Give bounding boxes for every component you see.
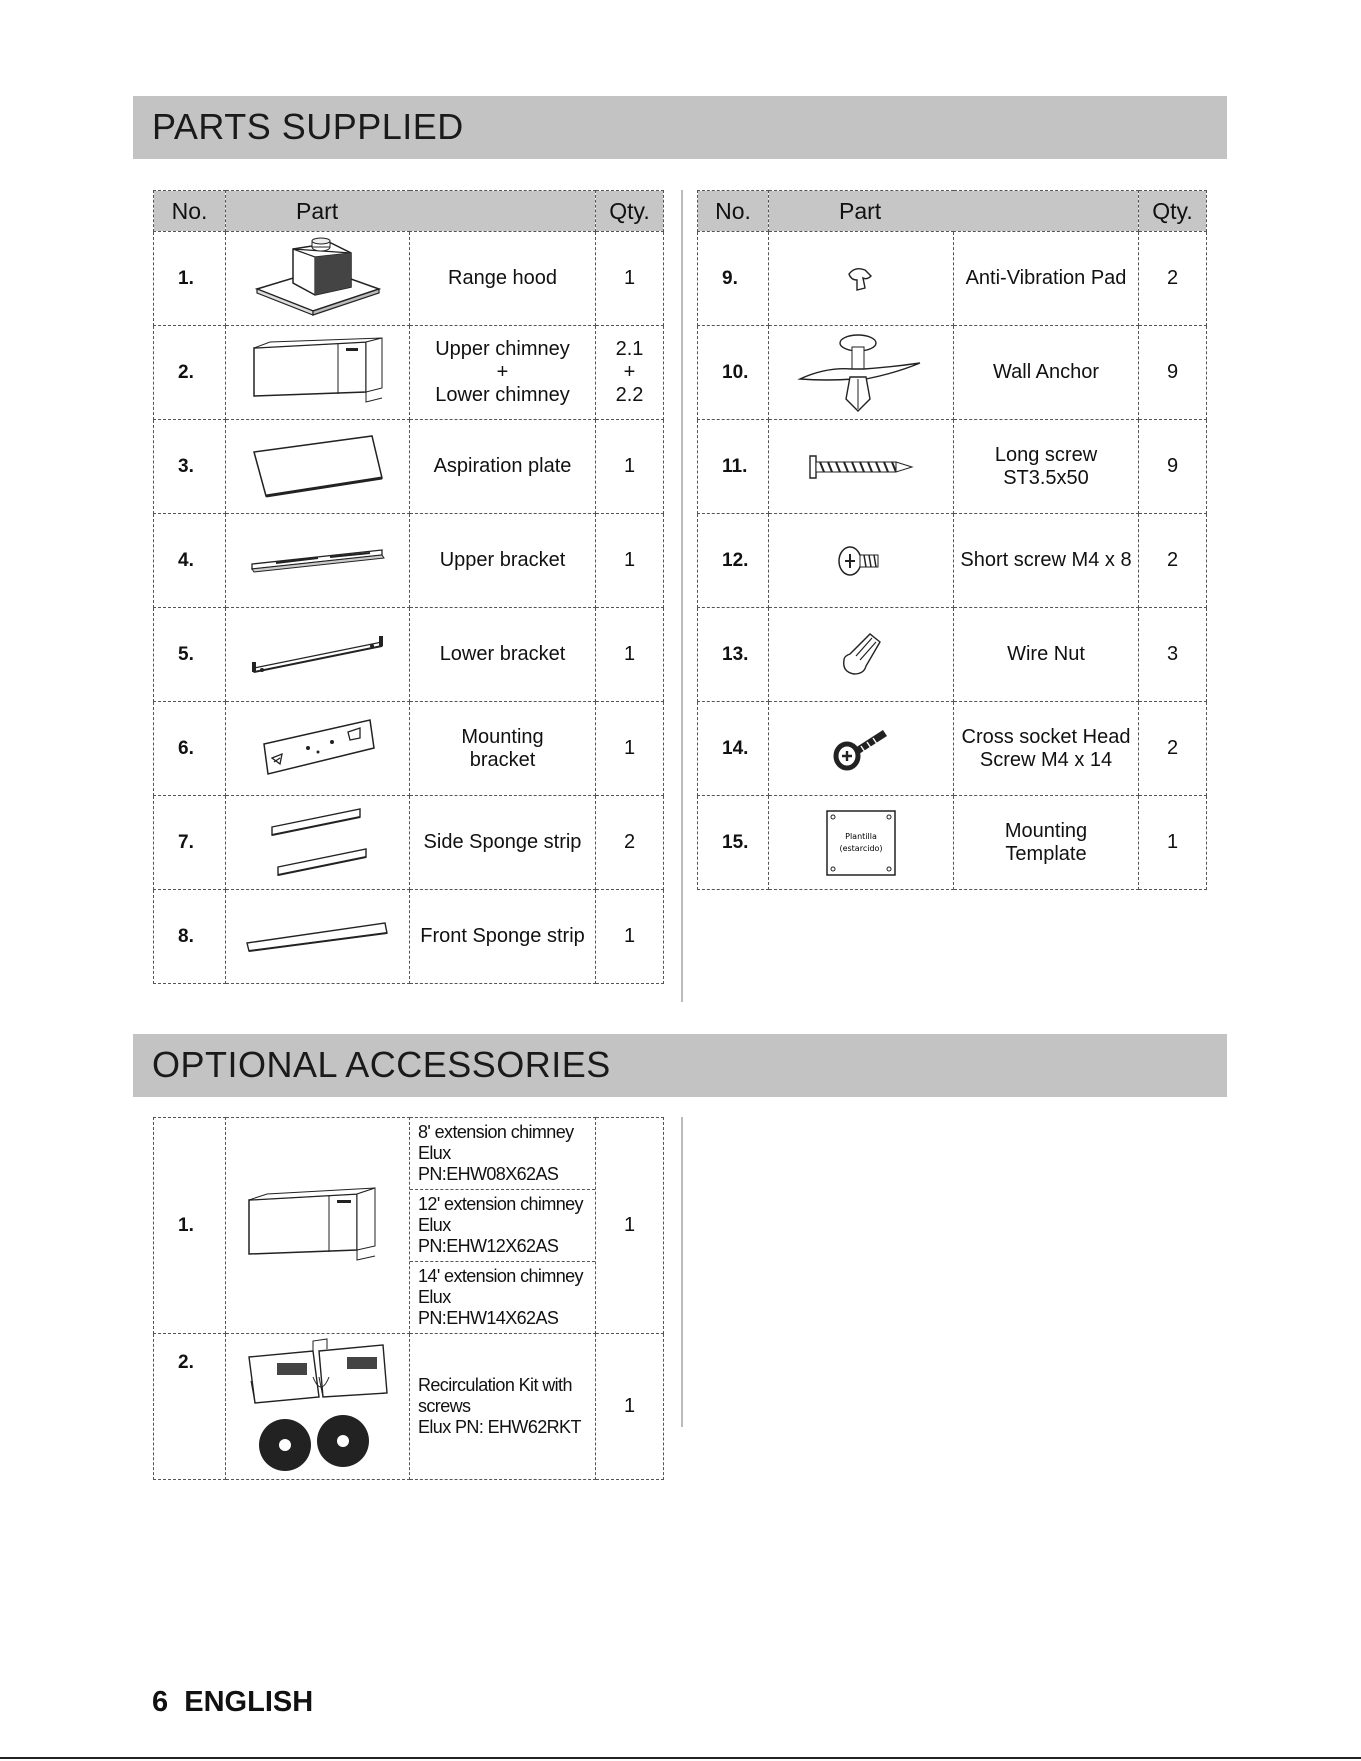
part-quantity xyxy=(596,514,664,608)
part-quantity xyxy=(1139,796,1207,890)
part-quantity-line: 2 xyxy=(1166,549,1179,571)
part-name-line: Upper bracket xyxy=(439,549,566,571)
accessory-option-line: 8' extension chimney xyxy=(418,1122,574,1142)
part-name-line: Range hood xyxy=(448,267,557,289)
wire-nut-icon xyxy=(769,632,953,678)
part-quantity xyxy=(1139,326,1207,420)
part-name xyxy=(954,608,1139,702)
column-divider xyxy=(681,1117,683,1427)
front-sponge-strip-icon xyxy=(226,917,409,957)
part-number: 3. xyxy=(154,420,226,514)
accessory-option-line: Recirculation Kit with xyxy=(418,1375,572,1395)
part-row xyxy=(154,232,664,326)
part-number: 1. xyxy=(154,232,226,326)
part-quantity-line: + xyxy=(623,361,636,383)
part-name-line: + xyxy=(496,361,509,383)
part-illustration xyxy=(226,796,410,890)
part-number: 15. xyxy=(698,796,769,890)
page-footer xyxy=(152,1686,313,1719)
part-name-line: bracket xyxy=(469,748,536,771)
accessory-quantity: 1 xyxy=(596,1118,664,1334)
part-quantity-line: 9 xyxy=(1166,361,1179,383)
part-name-line: Mounting xyxy=(461,725,544,748)
part-number: 5. xyxy=(154,608,226,702)
part-name-line: Front Sponge strip xyxy=(420,925,585,947)
part-name-line: Wall Anchor xyxy=(993,361,1099,383)
accessory-option-line: Elux PN:EHW12X62AS xyxy=(418,1215,559,1256)
accessory-description xyxy=(410,1118,596,1334)
part-row xyxy=(154,702,664,796)
accessory-illustration xyxy=(226,1118,410,1334)
part-name xyxy=(954,702,1139,796)
accessory-option-line: Elux PN: EHW62RKT xyxy=(418,1417,581,1437)
accessory-option xyxy=(410,1262,595,1333)
part-row xyxy=(154,326,664,420)
part-quantity xyxy=(596,796,664,890)
part-name-line: Screw M4 x 14 xyxy=(979,748,1113,771)
part-name-line: Anti-Vibration Pad xyxy=(965,267,1127,289)
part-quantity-line: 1 xyxy=(623,643,636,665)
part-illustration xyxy=(769,796,954,890)
accessory-option-line: screws xyxy=(418,1396,471,1416)
column-header-qty: Qty. xyxy=(1139,191,1207,232)
part-number: 7. xyxy=(154,796,226,890)
part-illustration xyxy=(226,890,410,984)
part-name-line: Lower bracket xyxy=(439,643,566,665)
part-name xyxy=(410,232,596,326)
part-number: 2. xyxy=(154,326,226,420)
part-illustration xyxy=(226,326,410,420)
section-title: PARTS SUPPLIED xyxy=(152,106,464,147)
section-title: OPTIONAL ACCESSORIES xyxy=(152,1044,611,1085)
part-row xyxy=(154,796,664,890)
chimney-icon xyxy=(226,338,409,408)
part-quantity xyxy=(596,890,664,984)
part-name-line: Side Sponge strip xyxy=(423,831,582,853)
part-illustration xyxy=(226,702,410,796)
accessory-row xyxy=(154,1118,664,1334)
part-quantity xyxy=(1139,232,1207,326)
accessory-option xyxy=(410,1118,595,1190)
part-quantity xyxy=(1139,514,1207,608)
part-row xyxy=(154,420,664,514)
part-illustration xyxy=(769,702,954,796)
part-quantity-line: 1 xyxy=(1166,831,1179,853)
footer-language: ENGLISH xyxy=(184,1686,314,1718)
part-name-line: Long screw xyxy=(994,443,1098,466)
part-quantity-line: 2 xyxy=(1166,737,1179,759)
cross-socket-screw-icon xyxy=(769,724,953,774)
parts-supplied-header xyxy=(133,96,1227,159)
part-quantity-line: 2.1 xyxy=(615,338,644,360)
column-header-qty: Qty. xyxy=(596,191,664,232)
part-quantity-line: 1 xyxy=(623,737,636,759)
aspiration-plate-icon xyxy=(226,432,409,502)
template-icon-text-1: Plantilla xyxy=(845,831,877,841)
part-number: 14. xyxy=(698,702,769,796)
part-quantity xyxy=(1139,702,1207,796)
part-number: 11. xyxy=(698,420,769,514)
part-name-line: Upper chimney xyxy=(435,338,570,360)
part-quantity-line: 1 xyxy=(623,549,636,571)
part-illustration xyxy=(226,608,410,702)
part-name xyxy=(954,420,1139,514)
accessory-row xyxy=(154,1334,664,1480)
part-illustration xyxy=(226,232,410,326)
part-name-line: Wire Nut xyxy=(1007,643,1085,665)
mounting-template-icon xyxy=(769,809,953,877)
part-illustration xyxy=(226,420,410,514)
part-name-line: Mounting xyxy=(1004,819,1088,842)
part-row xyxy=(698,702,1207,796)
long-screw-icon xyxy=(769,452,953,482)
column-header-part: Part xyxy=(769,191,1139,232)
part-number: 8. xyxy=(154,890,226,984)
part-name xyxy=(954,326,1139,420)
anti-vibration-pad-icon xyxy=(769,264,953,294)
short-screw-icon xyxy=(769,543,953,579)
part-name xyxy=(410,702,596,796)
accessory-quantity: 1 xyxy=(596,1334,664,1480)
column-divider xyxy=(681,190,683,1002)
part-row xyxy=(698,796,1207,890)
part-row xyxy=(154,608,664,702)
part-number: 12. xyxy=(698,514,769,608)
part-name xyxy=(410,420,596,514)
recirculation-kit-icon xyxy=(226,1337,409,1477)
part-name-line: Cross socket Head xyxy=(961,725,1131,748)
part-row xyxy=(698,420,1207,514)
accessory-option xyxy=(410,1190,595,1262)
extension-chimney-icon xyxy=(226,1186,409,1266)
part-name-line: Short screw M4 x 8 xyxy=(960,549,1132,571)
part-illustration xyxy=(226,514,410,608)
part-row xyxy=(154,890,664,984)
wall-anchor-icon xyxy=(769,333,953,413)
part-number: 4. xyxy=(154,514,226,608)
part-row xyxy=(698,514,1207,608)
optional-accessories-header xyxy=(133,1034,1227,1097)
part-quantity xyxy=(596,420,664,514)
parts-table-left xyxy=(153,190,664,984)
part-illustration xyxy=(769,232,954,326)
part-illustration xyxy=(769,326,954,420)
part-illustration xyxy=(769,514,954,608)
mounting-bracket-icon xyxy=(226,714,409,784)
part-quantity-line: 1 xyxy=(623,925,636,947)
part-quantity xyxy=(1139,608,1207,702)
part-illustration xyxy=(769,420,954,514)
accessory-illustration xyxy=(226,1334,410,1480)
part-row xyxy=(698,326,1207,420)
part-quantity-line: 2.2 xyxy=(615,384,644,406)
accessories-table xyxy=(153,1117,664,1480)
part-quantity-line: 1 xyxy=(623,455,636,477)
part-number: 9. xyxy=(698,232,769,326)
part-name xyxy=(954,232,1139,326)
accessory-option-line: Elux PN:EHW14X62AS xyxy=(418,1287,559,1328)
part-quantity-line: 2 xyxy=(623,831,636,853)
accessory-option xyxy=(410,1375,595,1438)
part-quantity xyxy=(596,702,664,796)
page-number: 6 xyxy=(152,1686,169,1718)
part-number: 6. xyxy=(154,702,226,796)
accessory-number: 1. xyxy=(154,1118,226,1334)
accessory-description xyxy=(410,1334,596,1480)
part-name-line: Lower chimney xyxy=(435,384,570,406)
part-number: 10. xyxy=(698,326,769,420)
part-row xyxy=(154,514,664,608)
accessory-option-line: Elux PN:EHW08X62AS xyxy=(418,1143,559,1184)
range-hood-icon xyxy=(226,239,409,319)
accessory-option-line: 14' extension chimney xyxy=(418,1266,583,1286)
page-bottom-rule xyxy=(0,1757,1361,1759)
part-quantity xyxy=(596,232,664,326)
part-illustration xyxy=(769,608,954,702)
part-name xyxy=(410,608,596,702)
part-quantity xyxy=(1139,420,1207,514)
part-row xyxy=(698,608,1207,702)
accessory-option-line: 12' extension chimney xyxy=(418,1194,583,1214)
column-header-no: No. xyxy=(154,191,226,232)
part-quantity-line: 9 xyxy=(1166,455,1179,477)
column-header-no: No. xyxy=(698,191,769,232)
accessory-number: 2. xyxy=(154,1334,226,1480)
part-quantity xyxy=(596,326,664,420)
part-name xyxy=(410,796,596,890)
side-sponge-strip-icon xyxy=(226,803,409,883)
part-name xyxy=(410,514,596,608)
part-quantity-line: 2 xyxy=(1166,267,1179,289)
upper-bracket-icon xyxy=(226,546,409,576)
part-quantity-line: 3 xyxy=(1166,643,1179,665)
part-name-line: Template xyxy=(1005,842,1087,865)
part-row xyxy=(698,232,1207,326)
part-number: 13. xyxy=(698,608,769,702)
part-name-line: ST3.5x50 xyxy=(1003,466,1089,489)
part-name xyxy=(954,514,1139,608)
column-header-part: Part xyxy=(226,191,596,232)
parts-table-right xyxy=(697,190,1207,890)
part-name xyxy=(954,796,1139,890)
template-icon-text-2: (estarcido) xyxy=(839,843,883,853)
part-quantity-line: 1 xyxy=(623,267,636,289)
part-name xyxy=(410,326,596,420)
part-quantity xyxy=(596,608,664,702)
lower-bracket-icon xyxy=(226,630,409,680)
part-name xyxy=(410,890,596,984)
part-name-line: Aspiration plate xyxy=(433,455,572,477)
